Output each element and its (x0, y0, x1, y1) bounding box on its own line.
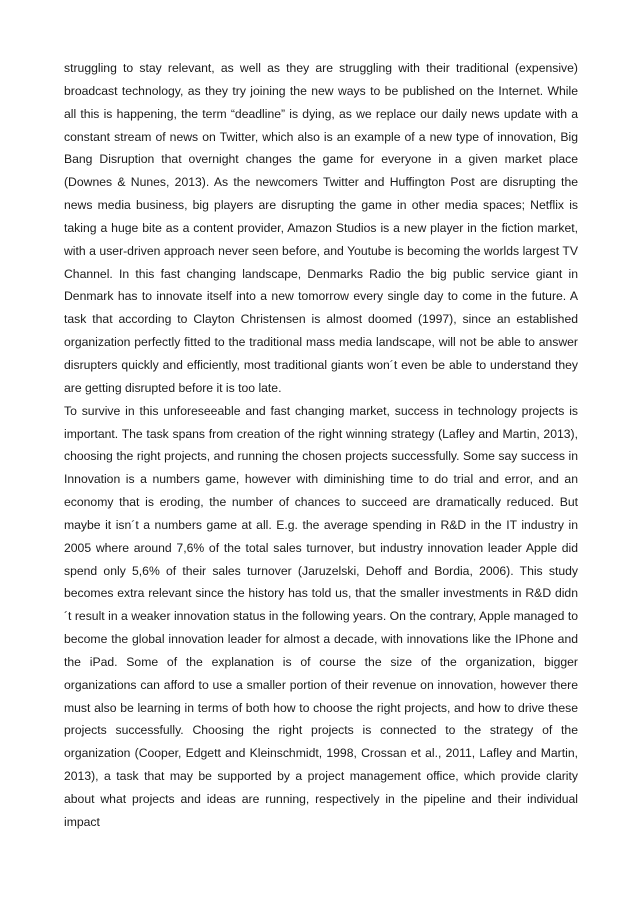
paragraph-1: struggling to stay relevant, as well as they are struggling with their traditional (expensive) broadcast technology, as they try joining the new ways to be published on the Internet. While all this is happening, the term “deadline” is dying, as we replace our daily news update with a constant stream of news on Twitter, which also is an example of a new type of innovation, Big Bang Disruption that overnight changes the game for everyone in a given market place (Downes & Nunes, 2013). As the newcomers Twitter and Huffington Post are disrupting the news media business, big players are disrupting the game in other media spaces; Netflix is taking a huge bite as a content provider, Amazon Studios is a new player in the fiction market, with a user-driven approach never seen before, and Youtube is becoming the worlds largest TV Channel. In this fast changing landscape, Denmarks Radio the big public service giant in Denmark has to innovate itself into a new tomorrow every single day to come in the future. A task that according to Clayton Christensen is almost doomed (1997), since an established organization perfectly fitted to the traditional mass media landscape, will not be able to answer disrupters quickly and efficiently, most traditional giants won´t even be able to understand they are getting disrupted before it is too late. (64, 61, 578, 395)
paragraph-2: To survive in this unforeseeable and fast changing market, success in technology projects is important. The task spans from creation of the right winning strategy (Lafley and Martin, 2013), choosing the right projects, and running the chosen projects successfully. Some say success in Innovation is a numbers game, however with diminishing time to do trial and error, and an economy that is eroding, the number of chances to succeed are dramatically reduced. But maybe it isn´t a numbers game at all. E.g. the average spending in R&D in the IT industry in 2005 where around 7,6% of the total sales turnover, but industry innovation leader Apple did spend only 5,6% of their sales turnover (Jaruzelski, Dehoff and Bordia, 2006). This study becomes extra relevant since the history has told us, that the smaller investments in R&D didn´t result in a weaker innovation status in the following years. On the contrary, Apple managed to become the global innovation leader for almost a decade, with innovations like the IPhone and the iPad. Some of the explanation is of course the size of the organization, bigger organizations can afford to use a smaller portion of their revenue on innovation, however there must also be learning in terms of both how to choose the right projects, and how to drive these projects successfully. Choosing the right projects is connected to the strategy of the organization (Cooper, Edgett and Kleinschmidt, 1998, Crossan et al., 2011, Lafley and Martin, 2013), a task that may be supported by a project management office, which provide clarity about what projects and ideas are running, respectively in the pipeline and their individual impact (64, 403, 578, 829)
body-text (64, 57, 578, 834)
